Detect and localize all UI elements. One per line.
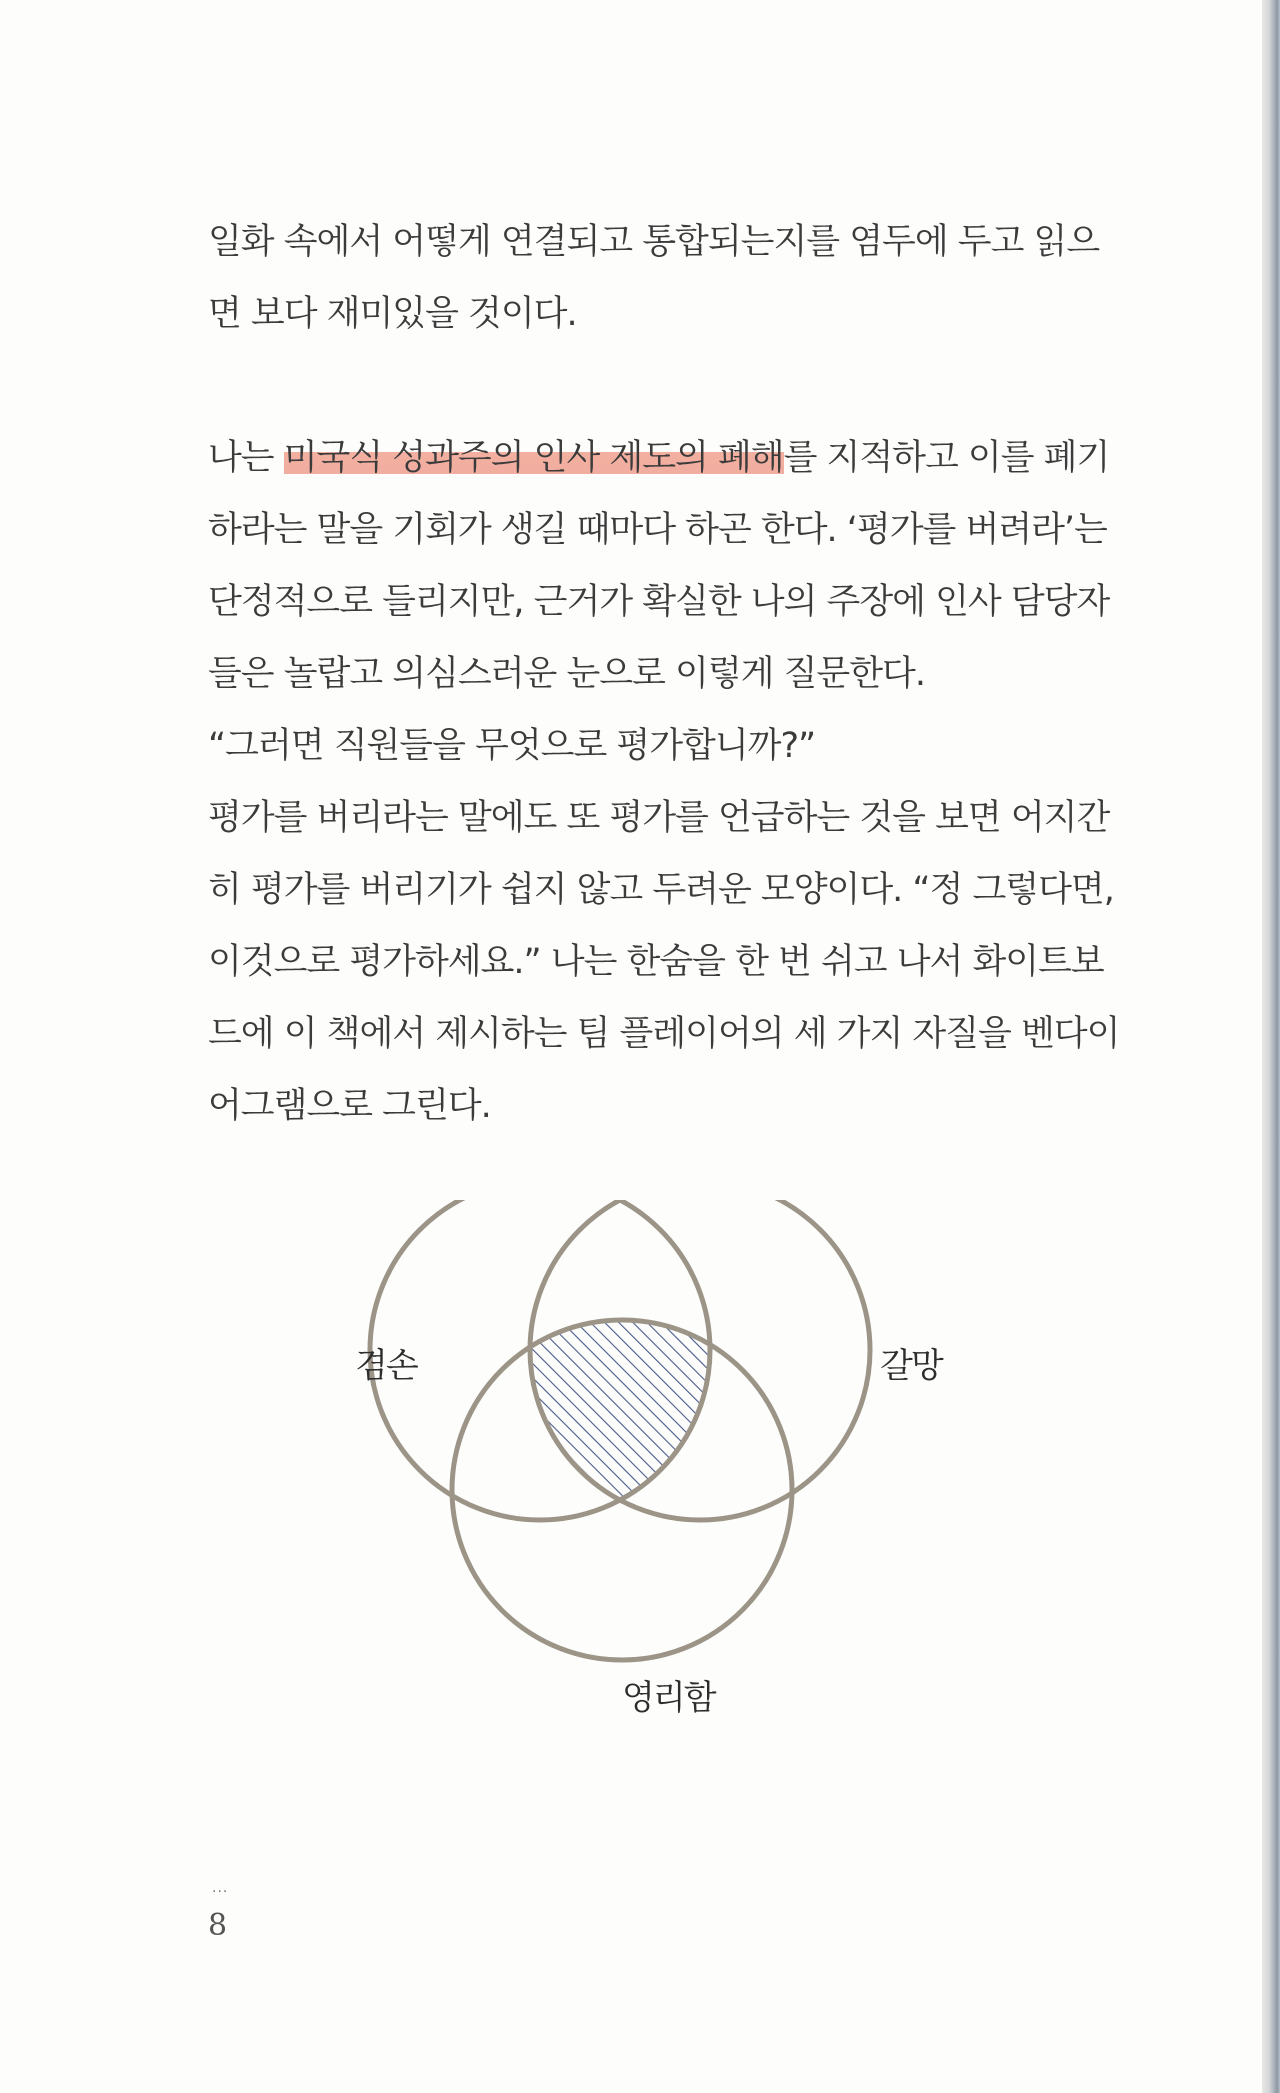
venn-label-smart: 영리함 [622, 1678, 715, 1718]
text-line: 들은 놀랍고 의심스러운 눈으로 이렇게 질문한다. [208, 654, 925, 694]
text-line: 드에 이 책에서 제시하는 팀 플레이어의 세 가지 자질을 벤다이 [208, 1014, 1120, 1054]
text-line: 이것으로 평가하세요.” 나는 한숨을 한 번 쉬고 나서 화이트보 [208, 942, 1104, 982]
paragraph-main [208, 422, 1128, 1142]
quote-line: “그러면 직원들을 무엇으로 평가합니까?” [208, 726, 816, 766]
highlighted-phrase: 미국식 성과주의 인사 제도의 폐해 [283, 438, 784, 478]
text-line: 어그램으로 그린다. [208, 1086, 491, 1126]
text-line: 하라는 말을 기회가 생길 때마다 하곤 한다. ‘평가를 버려라’는 [208, 510, 1107, 550]
paragraph-intro [208, 206, 1128, 350]
text-line: 면 보다 재미있을 것이다. [208, 294, 577, 334]
venn-label-desire: 갈망 [880, 1346, 942, 1386]
text-line [208, 422, 1128, 494]
footer-dots: ... [212, 1880, 229, 1896]
page-number: 8 [208, 1908, 228, 1943]
text-line: 히 평가를 버리기가 쉽지 않고 두려운 모양이다. “정 그렇다면, [208, 870, 1114, 910]
book-spine-edge [1262, 0, 1280, 2093]
text-fragment: 나는 [208, 438, 284, 478]
text-line: 일화 속에서 어떻게 연결되고 통합되는지를 염두에 두고 읽으 [208, 222, 1100, 262]
text-line: 단정적으로 들리지만, 근거가 확실한 나의 주장에 인사 담당자 [208, 582, 1110, 622]
text-line: 평가를 버리라는 말에도 또 평가를 언급하는 것을 보면 어지간 [208, 798, 1110, 838]
venn-label-humility: 겸손 [355, 1346, 417, 1386]
text-fragment: 를 지적하고 이를 폐기 [783, 438, 1110, 478]
